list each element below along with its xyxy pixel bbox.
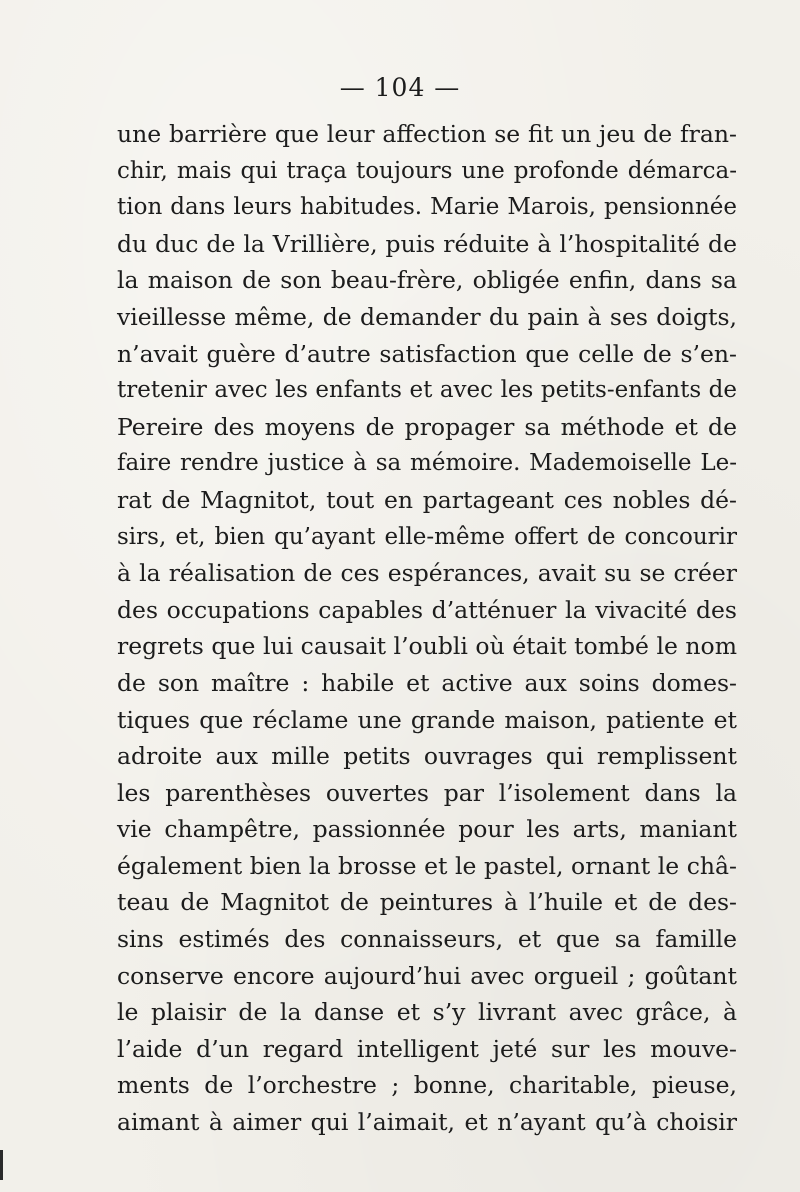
text-line: adroite aux mille petits ouvrages qui remplissent xyxy=(117,742,737,771)
body-text xyxy=(117,116,737,1141)
text-line: chir, mais qui traça toujours une profonde démarca- xyxy=(117,157,737,184)
text-line: rat de Magnitot, tout en partageant ces nobles dé- xyxy=(117,485,737,514)
text-line: conserve encore aujourd’hui avec orgueil ; goûtant xyxy=(117,961,737,990)
text-line: teau de Magnitot de peintures à l’huile et de des- xyxy=(117,888,737,917)
text-line: tiques que réclame une grande maison, patiente et xyxy=(117,705,737,734)
text-line: également bien la brosse et le pastel, ornant le châ- xyxy=(117,851,737,880)
text-line: Pereire des moyens de propager sa méthode et de xyxy=(117,412,737,441)
text-line: vie champêtre, passionnée pour les arts, maniant xyxy=(117,815,737,844)
text-line: tion dans leurs habitudes. Marie Marois, pensionnée xyxy=(117,194,737,221)
text-line: une barrière que leur affection se fit un jeu de fran- xyxy=(117,120,737,148)
text-line: vieillesse même, de demander du pain à ses doigts, xyxy=(117,302,737,331)
text-line: de son maître : habile et active aux soins domes- xyxy=(117,668,737,697)
text-line: la maison de son beau-frère, obligée enfin, dans sa xyxy=(117,266,737,295)
page-number: — 104 — xyxy=(339,73,461,102)
text-line: faire rendre justice à sa mémoire. Mademoiselle Le- xyxy=(117,450,737,477)
text-line: l’aide d’un regard intelligent jeté sur les mouve- xyxy=(117,1034,737,1063)
text-line: du duc de la Vrillière, puis réduite à l’hospitalité de xyxy=(117,229,737,258)
text-line: sins estimés des connaisseurs, et que sa famille xyxy=(117,925,737,954)
text-line: sirs, et, bien qu’ayant elle-même offert de concourir xyxy=(117,523,737,550)
text-line: à la réalisation de ces espérances, avait su se créer xyxy=(117,559,737,588)
text-line: des occupations capables d’atténuer la vivacité des xyxy=(117,595,737,624)
scan-edge-mark xyxy=(0,1150,3,1180)
text-line: ments de l’orchestre ; bonne, charitable, pieuse, xyxy=(117,1071,737,1100)
text-line: tretenir avec les enfants et avec les petits-enfants de xyxy=(117,377,737,404)
text-line: regrets que lui causait l’oubli où était tombé le nom xyxy=(117,632,737,661)
text-line: le plaisir de la danse et s’y livrant avec grâce, à xyxy=(117,998,737,1027)
text-line: n’avait guère d’autre satisfaction que celle de s’en- xyxy=(117,339,737,368)
text-line: aimant à aimer qui l’aimait, et n’ayant qu’à choisir xyxy=(117,1108,737,1137)
text-line: les parenthèses ouvertes par l’isolement dans la xyxy=(117,778,737,807)
